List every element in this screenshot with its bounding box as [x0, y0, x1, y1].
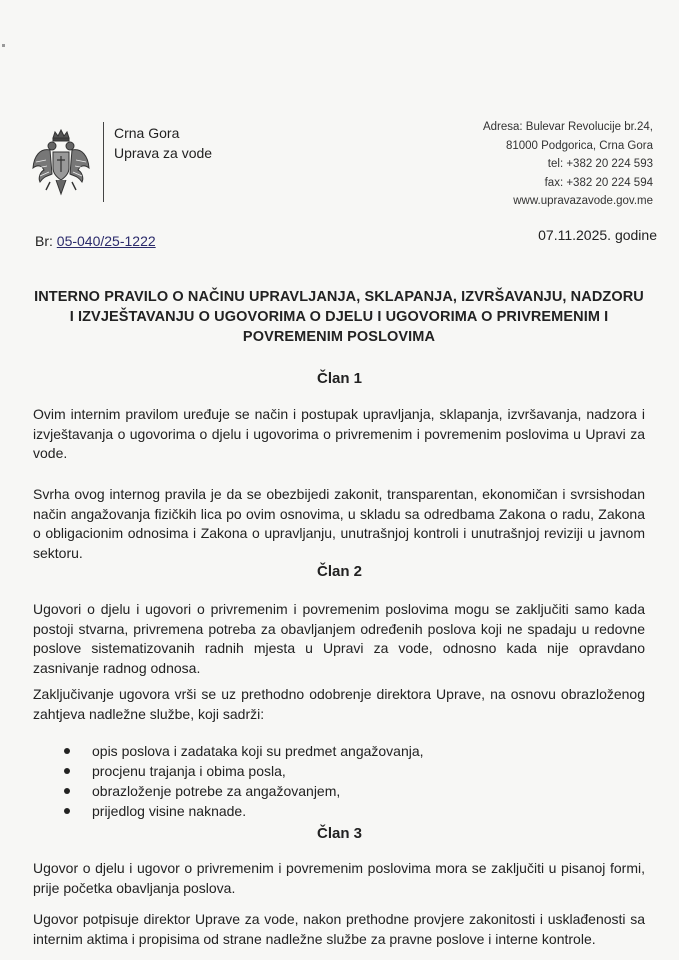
header-divider [103, 122, 104, 202]
website-link[interactable]: www.upravazavode.gov.me [513, 195, 653, 207]
article-1-paragraph-2: Svrha ovog internog pravila je da se obezbijedi zakonit, transparentan, ekonomičan i svrsishodan način angažovanja fizičkih lica po ovim osnovima, u skladu sa odredbama Zakona o radu, Zakona o obligacionim odnosima i Zakona o upravljanju, unutrašnjoj kontroli i unutrašnjoj reviziji u javnom sektoru. [33, 486, 645, 561]
bullet-icon [64, 808, 70, 814]
document-date: 07.11.2025. godine [538, 227, 657, 243]
contact-block [393, 118, 653, 211]
coat-of-arms-icon [30, 128, 92, 200]
article-3-paragraph-2: Ugovor potpisuje direktor Uprave za vode, nakon prethodne provjere zakonitosti i usklađenosti sa internim aktima i propisima od strane nadležne službe za pravne poslove i interne kontrole. [33, 911, 645, 947]
institution-block [114, 123, 212, 163]
address-line-1: Adresa: Bulevar Revolucije br.24, [482, 121, 653, 133]
article-3-heading: Član 3 [316, 825, 362, 842]
article-2-paragraph-1: Ugovori o djelu i ugovori o privremenim i povremenim poslovima mogu se zaključiti samo kada postoji stvarna, privremena potreba za obavljanjem određenih poslova koji ne spadaju u redovne poslove sistematizovanih radnih mjesta u Upravi za vode, odnosno kada nije opravdano zasnivanje radnog odnosa. [33, 601, 645, 676]
reference-prefix: Br: [35, 233, 53, 249]
reference-code: 05-040/25-1222 [56, 233, 156, 249]
document-title: INTERNO PRAVILO O NAČINU UPRAVLJANJA, SKLAPANJA, IZVRŠAVANJU, NADZORU I IZVJEŠTAVANJU O UGOVORIMA O DJELU I UGOVORIMA O PRIVREMENIM I POVREMENIM POSLOVIMA [34, 289, 644, 345]
institution-name: Uprava za vode [114, 145, 213, 161]
bullet-icon [64, 748, 70, 754]
country-name: Crna Gora [114, 125, 180, 141]
list-item: procjenu trajanja i obima posla, [64, 761, 424, 781]
article-1-paragraph-1: Ovim internim pravilom uređuje se način i postupak upravljanja, sklapanja, izvršavanja, nadzora i izvještavanja o ugovorima o djelu i ugovorima o privremenim i povremenim poslovima u Upravi za vode. [33, 406, 645, 461]
article-1-heading: Član 1 [316, 370, 362, 387]
article-2-heading: Član 2 [316, 563, 362, 580]
article-3-paragraph-1: Ugovor o djelu i ugovor o privremenim i povremenim poslovima mora se zaključiti u pisanoj formi, prije početka obavljanja poslova. [33, 860, 645, 896]
list-item: obrazloženje potrebe za angažovanjem, [64, 781, 424, 801]
article-2-paragraph-2: Zaključivanje ugovora vrši se uz prethodno odobrenje direktora Uprave, na osnovu obrazloženog zahtjeva nadležne službe, koji sadrži: [33, 686, 645, 722]
list-item: prijedlog visine naknade. [64, 801, 424, 821]
bullet-icon [64, 788, 70, 794]
requirements-list [64, 741, 424, 821]
address-line-2: 81000 Podgorica, Crna Gora [505, 139, 653, 152]
list-item: opis poslova i zadataka koji su predmet angažovanja, [64, 741, 424, 761]
phone-number: tel: +382 20 224 593 [547, 158, 653, 170]
scan-speck [2, 44, 5, 47]
reference-number [35, 233, 156, 249]
bullet-icon [64, 768, 70, 774]
fax-number: fax: +382 20 224 594 [544, 176, 653, 189]
